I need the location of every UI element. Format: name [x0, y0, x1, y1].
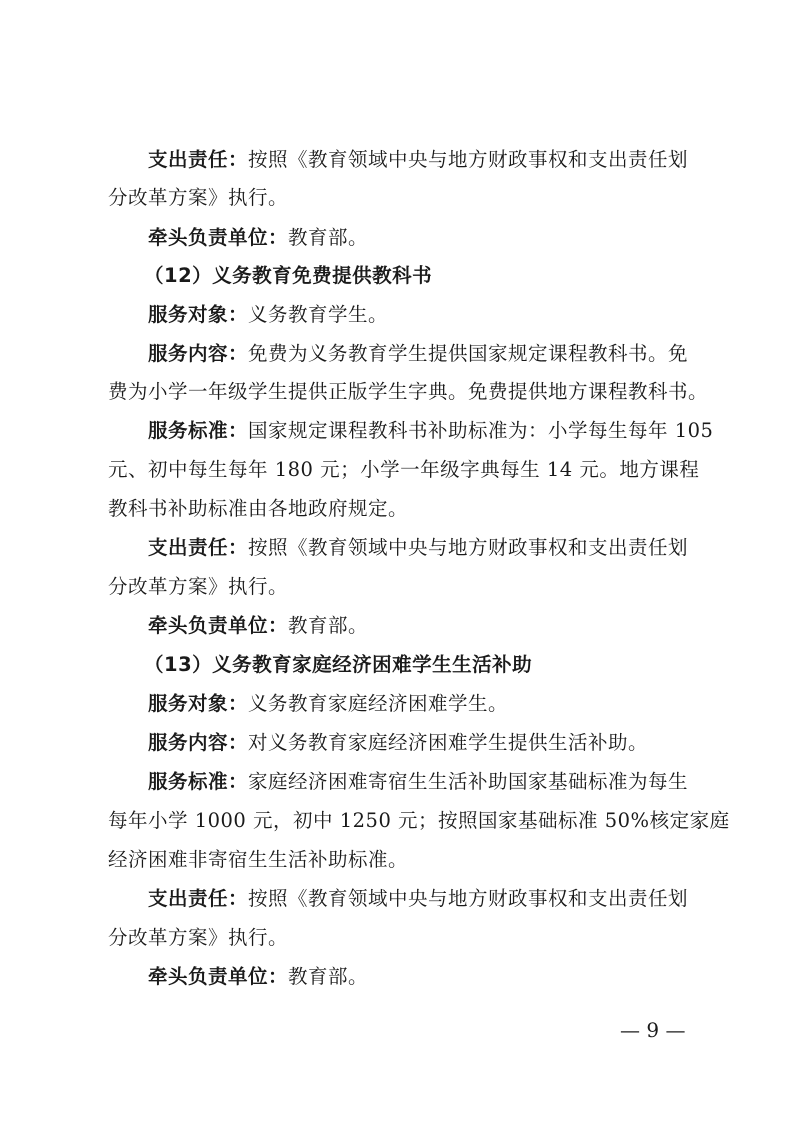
paragraph-line: [108, 846, 688, 874]
field-label: 服务内容：: [148, 342, 249, 365]
field-text: 按照《教育领域中央与地方财政事权和支出责任划: [248, 536, 689, 559]
field-text: 教育部。: [288, 965, 369, 988]
paragraph-line: [148, 729, 728, 757]
field-label: 服务标准：: [148, 770, 249, 793]
field-text: 教育部。: [288, 226, 369, 249]
paragraph-line: [108, 924, 688, 952]
field-label: 牵头负责单位：: [148, 965, 289, 988]
page-number: — 9 —: [620, 1018, 686, 1042]
field-text: 免费为义务教育学生提供国家规定课程教科书。免: [248, 342, 689, 365]
field-text: 家庭经济困难寄宿生生活补助国家基础标准为每生: [248, 770, 689, 793]
field-text: 经济困难非寄宿生生活补助标准。: [108, 848, 409, 871]
field-label: 服务对象：: [148, 303, 249, 326]
field-text: 费为小学一年级学生提供正版学生字典。免费提供地方课程教科书。: [108, 380, 709, 403]
field-text: 分改革方案》执行。: [108, 575, 289, 598]
field-text: 每年小学 1000 元，初中 1250 元；按照国家基础标准 50%核定家庭: [108, 809, 730, 832]
paragraph-line: [108, 573, 688, 601]
paragraph-line: [148, 146, 728, 174]
field-label: 服务标准：: [148, 419, 249, 442]
paragraph-line: [148, 224, 728, 252]
field-text: 国家规定课程教科书补助标准为：小学每生每年 105: [248, 419, 714, 442]
section-heading: （12）义务教育免费提供教科书: [144, 264, 433, 287]
paragraph-line: [148, 612, 728, 640]
paragraph-line: [108, 456, 700, 484]
field-text: 教育部。: [288, 614, 369, 637]
field-label: 支出责任：: [148, 887, 249, 910]
field-text: 分改革方案》执行。: [108, 186, 289, 209]
paragraph-line: [108, 184, 688, 212]
field-text: 分改革方案》执行。: [108, 926, 289, 949]
field-text: 义务教育学生。: [248, 303, 389, 326]
paragraph-line: [148, 963, 728, 991]
field-text: 教科书补助标准由各地政府规定。: [108, 497, 409, 520]
paragraph-line: [108, 495, 688, 523]
field-text: 按照《教育领域中央与地方财政事权和支出责任划: [248, 887, 689, 910]
paragraph-line: [108, 807, 730, 835]
paragraph-line: [148, 301, 728, 329]
field-text: 对义务教育家庭经济困难学生提供生活补助。: [248, 731, 649, 754]
paragraph-line: [148, 534, 728, 562]
paragraph-line: [108, 378, 709, 406]
section-heading: （13）义务教育家庭经济困难学生生活补助: [144, 653, 533, 676]
field-text: 元、初中每生每年 180 元；小学一年级字典每生 14 元。地方课程: [108, 458, 700, 481]
field-text: 按照《教育领域中央与地方财政事权和支出责任划: [248, 148, 689, 171]
field-label: 支出责任：: [148, 148, 249, 171]
paragraph-line: [148, 690, 728, 718]
paragraph-line: [148, 340, 728, 368]
paragraph-line: [148, 417, 728, 445]
field-text: 义务教育家庭经济困难学生。: [248, 692, 509, 715]
field-label: 服务对象：: [148, 692, 249, 715]
field-label: 服务内容：: [148, 731, 249, 754]
field-label: 牵头负责单位：: [148, 226, 289, 249]
field-label: 支出责任：: [148, 536, 249, 559]
paragraph-line: [148, 885, 728, 913]
paragraph-line: [148, 768, 728, 796]
field-label: 牵头负责单位：: [148, 614, 289, 637]
